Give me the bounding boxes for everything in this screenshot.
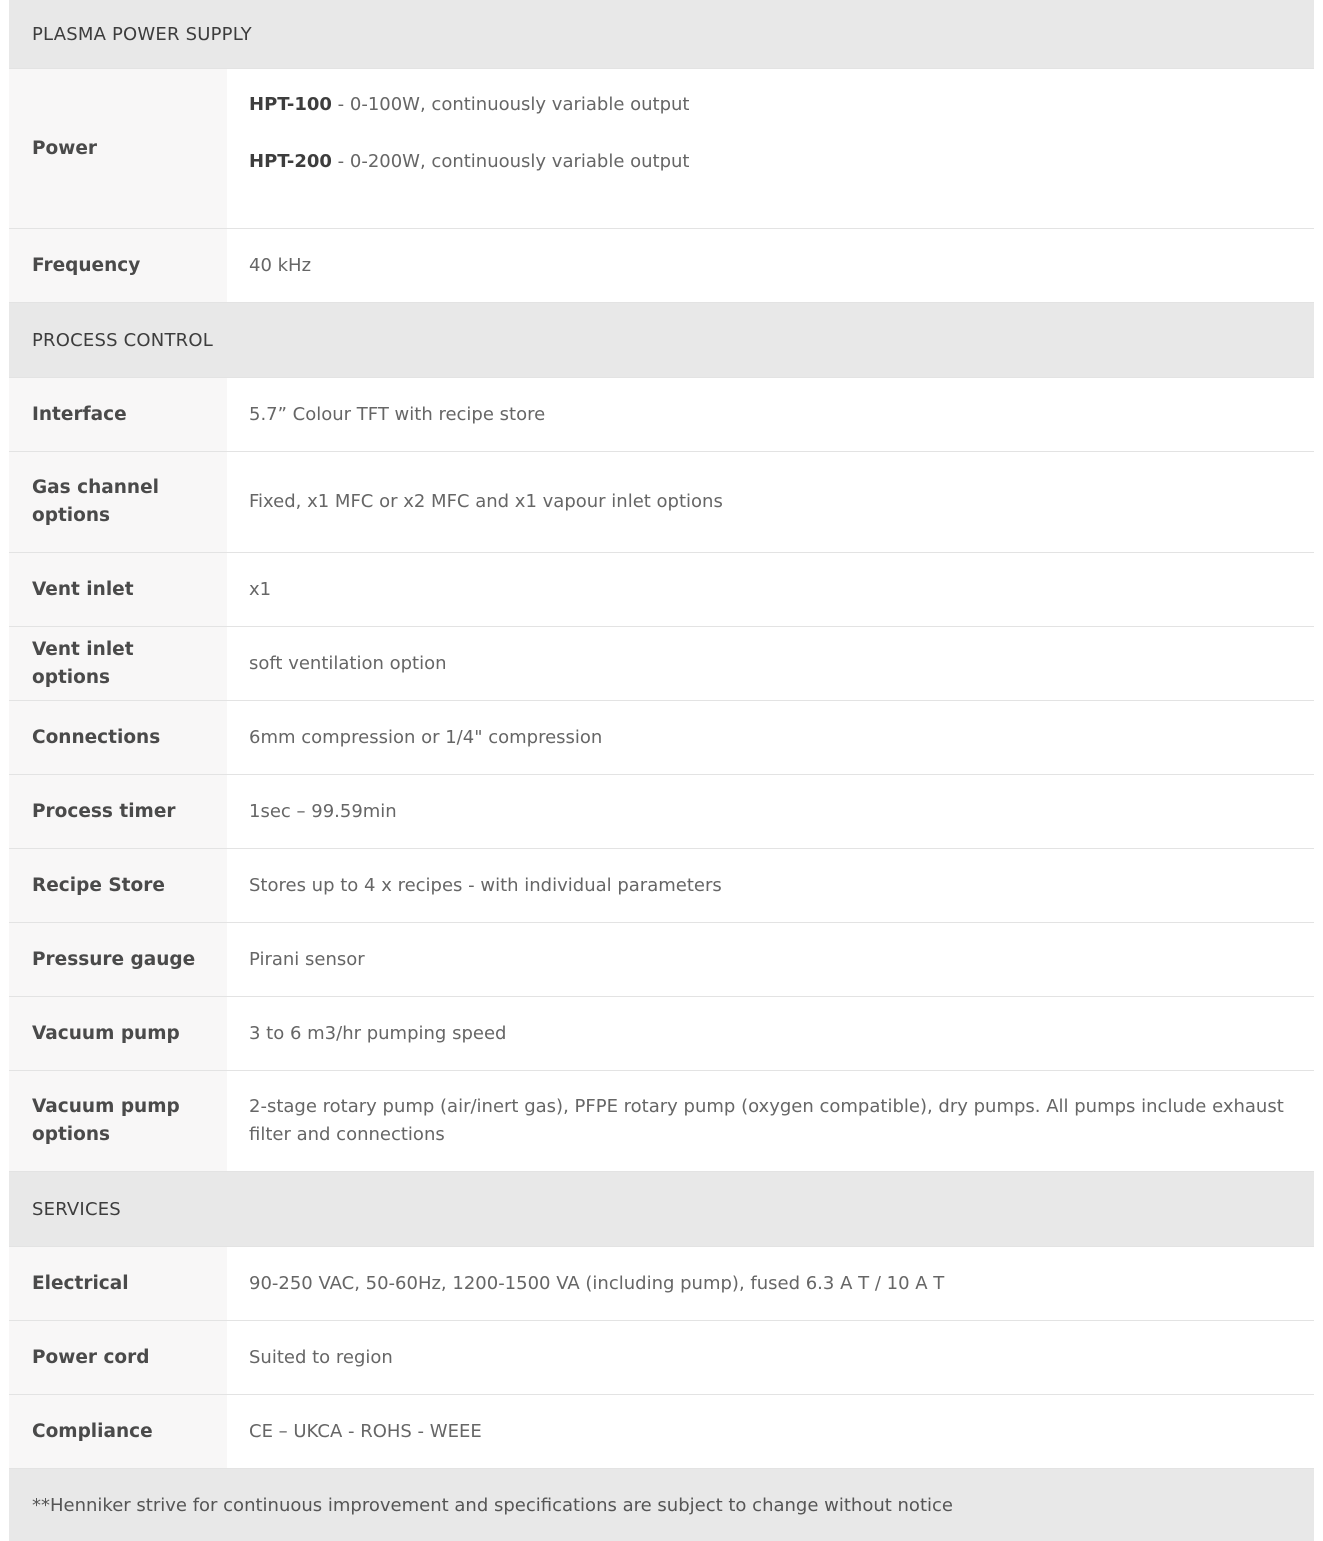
spec-row-pressure-gauge bbox=[9, 923, 1314, 997]
spec-label: Interface bbox=[9, 378, 227, 451]
spec-row-electrical bbox=[9, 1247, 1314, 1321]
spec-value: 2-stage rotary pump (air/inert gas), PFPE rotary pump (oxygen compatible), dry pumps. All pumps include exhaust filter and connections bbox=[227, 1071, 1314, 1171]
power-option-hpt-200: HPT-200 - 0-200W, continuously variable output bbox=[249, 151, 690, 172]
spec-label: Frequency bbox=[9, 229, 227, 302]
spec-row-power-cord bbox=[9, 1321, 1314, 1395]
footnote-text: **Henniker strive for continuous improvement and specifications are subject to change without notice bbox=[32, 1494, 953, 1516]
spec-row-interface bbox=[9, 378, 1314, 452]
spec-label: Connections bbox=[9, 701, 227, 774]
spec-row-vent-inlet-options bbox=[9, 627, 1314, 701]
section-header-services bbox=[9, 1172, 1314, 1247]
spec-label: Vent inlet options bbox=[9, 627, 227, 700]
power-option-hpt-100: HPT-100 - 0-100W, continuously variable output bbox=[249, 94, 690, 115]
spec-row-vent-inlet bbox=[9, 553, 1314, 627]
spec-row-vacuum-pump-options bbox=[9, 1071, 1314, 1172]
section-title: PROCESS CONTROL bbox=[32, 329, 213, 351]
section-header-plasma-power-supply bbox=[9, 0, 1314, 69]
spec-label: Electrical bbox=[9, 1247, 227, 1320]
spec-label: Power cord bbox=[9, 1321, 227, 1394]
spec-label: Vacuum pump bbox=[9, 997, 227, 1070]
spec-row-power bbox=[9, 69, 1314, 229]
spec-row-connections bbox=[9, 701, 1314, 775]
spec-label: Vacuum pump options bbox=[9, 1071, 227, 1171]
spec-footnote bbox=[9, 1469, 1314, 1541]
spec-label: Gas channel options bbox=[9, 452, 227, 552]
section-title: PLASMA POWER SUPPLY bbox=[32, 23, 252, 45]
spec-label: Process timer bbox=[9, 775, 227, 848]
spec-value bbox=[227, 69, 1314, 228]
spec-value: 3 to 6 m3/hr pumping speed bbox=[227, 997, 1314, 1070]
spec-row-vacuum-pump bbox=[9, 997, 1314, 1071]
spec-value: 5.7” Colour TFT with recipe store bbox=[227, 378, 1314, 451]
spec-row-recipe-store bbox=[9, 849, 1314, 923]
spec-label: Compliance bbox=[9, 1395, 227, 1468]
spec-row-process-timer bbox=[9, 775, 1314, 849]
spec-value: soft ventilation option bbox=[227, 627, 1314, 700]
spec-value: 40 kHz bbox=[227, 229, 1314, 302]
section-title: SERVICES bbox=[32, 1198, 121, 1220]
spec-value: Suited to region bbox=[227, 1321, 1314, 1394]
spec-row-frequency bbox=[9, 229, 1314, 303]
spec-value: Stores up to 4 x recipes - with individual parameters bbox=[227, 849, 1314, 922]
spec-label: Pressure gauge bbox=[9, 923, 227, 996]
spec-row-gas-channel-options bbox=[9, 452, 1314, 553]
spec-value: Pirani sensor bbox=[227, 923, 1314, 996]
spec-value: 6mm compression or 1/4" compression bbox=[227, 701, 1314, 774]
spec-value: x1 bbox=[227, 553, 1314, 626]
spec-label: Recipe Store bbox=[9, 849, 227, 922]
spec-table bbox=[9, 0, 1314, 1541]
spec-row-compliance bbox=[9, 1395, 1314, 1469]
spec-value: 1sec – 99.59min bbox=[227, 775, 1314, 848]
spec-label: Power bbox=[9, 69, 227, 228]
spec-value: CE – UKCA - ROHS - WEEE bbox=[227, 1395, 1314, 1468]
spec-value: 90-250 VAC, 50-60Hz, 1200-1500 VA (including pump), fused 6.3 A T / 10 A T bbox=[227, 1247, 1314, 1320]
spec-value: Fixed, x1 MFC or x2 MFC and x1 vapour inlet options bbox=[227, 452, 1314, 552]
section-header-process-control bbox=[9, 303, 1314, 378]
spec-label: Vent inlet bbox=[9, 553, 227, 626]
